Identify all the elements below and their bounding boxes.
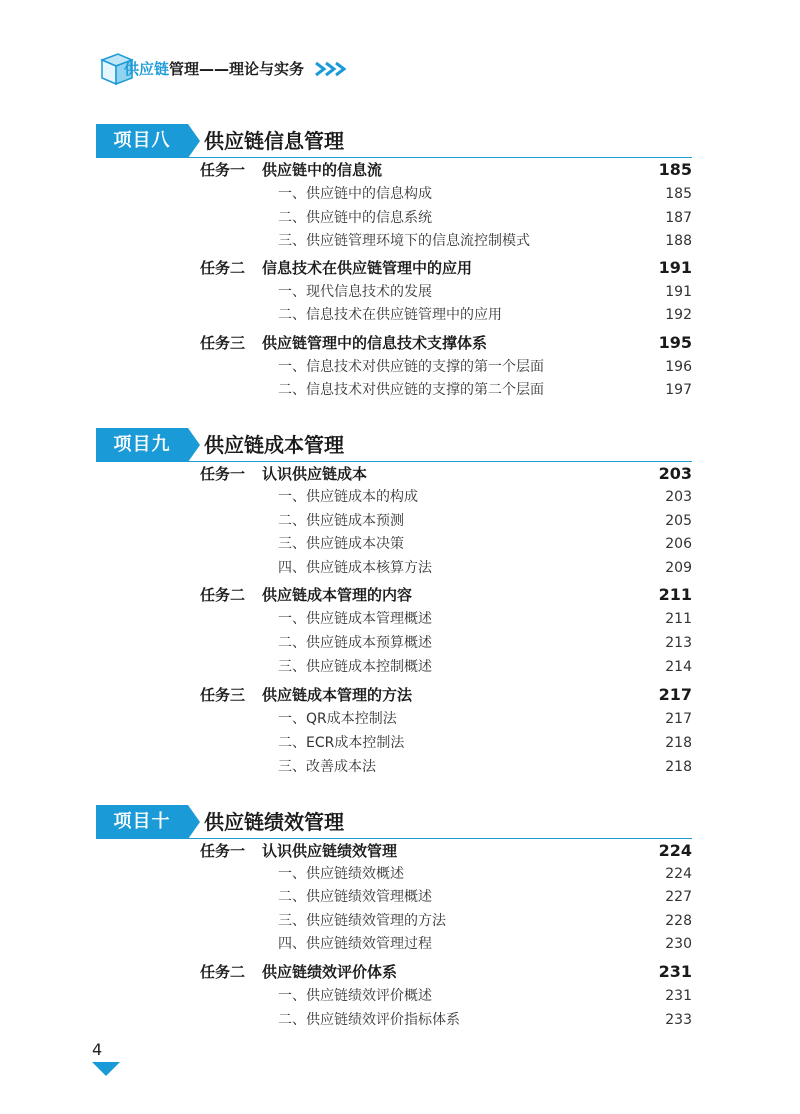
double-chevron-right-icon — [314, 61, 348, 77]
toc-item-row[interactable] — [200, 909, 692, 933]
toc-item-row[interactable] — [200, 229, 692, 253]
item-title: 二、供应链成本预测 — [278, 513, 404, 529]
toc-item-row[interactable] — [200, 862, 692, 886]
toc-item-row[interactable] — [200, 707, 692, 731]
toc-item-row[interactable] — [200, 532, 692, 556]
page-number: 211 — [665, 611, 692, 627]
toc-item-row[interactable] — [200, 984, 692, 1008]
task-title: 认识供应链成本 — [262, 465, 368, 483]
toc-item-row[interactable] — [200, 355, 692, 379]
running-header — [96, 48, 416, 88]
toc-item-row[interactable] — [200, 631, 692, 655]
item-title: 一、供应链中的信息构成 — [278, 186, 432, 202]
item-title: 一、QR成本控制法 — [278, 711, 397, 727]
toc-task-row[interactable] — [200, 158, 692, 182]
page-number: 230 — [665, 936, 692, 952]
toc-item-row[interactable] — [200, 885, 692, 909]
toc-task-row[interactable] — [200, 256, 692, 280]
item-title: 二、供应链绩效管理概述 — [278, 889, 432, 905]
task-title: 供应链成本管理的内容 — [262, 586, 413, 604]
toc-item-row[interactable] — [200, 731, 692, 755]
item-title: 二、供应链绩效评价指标体系 — [278, 1012, 460, 1028]
toc-item-row[interactable] — [200, 280, 692, 304]
task-title: 供应链中的信息流 — [262, 161, 383, 179]
page-number: 231 — [665, 988, 692, 1004]
section-heading — [96, 124, 692, 158]
header-title-accent: 供应链 — [124, 60, 170, 78]
page-number: 211 — [658, 585, 692, 604]
toc-item-row[interactable] — [200, 755, 692, 779]
page-number: 195 — [658, 333, 692, 352]
toc-item-row[interactable] — [200, 303, 692, 327]
toc-item-row[interactable] — [200, 182, 692, 206]
page-number: 206 — [665, 536, 692, 552]
page-number: 224 — [665, 866, 692, 882]
page-number: 233 — [665, 1012, 692, 1028]
task-label: 任务一 — [200, 465, 246, 483]
page-number: 187 — [665, 210, 692, 226]
page-number: 197 — [665, 382, 692, 398]
toc-item-row[interactable] — [200, 932, 692, 956]
page-number: 218 — [665, 735, 692, 751]
toc-task-row[interactable] — [200, 839, 692, 863]
page-number: 203 — [658, 464, 692, 483]
section-heading — [96, 805, 692, 839]
toc-task-row[interactable] — [200, 683, 692, 707]
page-number: 192 — [665, 307, 692, 323]
item-title: 二、信息技术对供应链的支撑的第二个层面 — [278, 382, 544, 398]
section-title: 供应链成本管理 — [204, 433, 344, 457]
toc-item-row[interactable] — [200, 509, 692, 533]
page-number: 227 — [665, 889, 692, 905]
page-number: 231 — [658, 962, 692, 981]
page-number: 228 — [665, 913, 692, 929]
task-title: 认识供应链绩效管理 — [262, 842, 398, 860]
page-number: 196 — [665, 359, 692, 375]
toc-item-row[interactable] — [200, 485, 692, 509]
item-title: 一、信息技术对供应链的支撑的第一个层面 — [278, 359, 544, 375]
item-title: 一、供应链成本管理概述 — [278, 611, 432, 627]
page-number: 205 — [665, 513, 692, 529]
page-number: 191 — [658, 258, 692, 277]
item-title: 二、供应链成本预算概述 — [278, 635, 432, 651]
page-number: 185 — [665, 186, 692, 202]
task-label: 任务三 — [200, 686, 246, 704]
toc-task-row[interactable] — [200, 462, 692, 486]
page-number: 217 — [665, 711, 692, 727]
toc-task-row[interactable] — [200, 960, 692, 984]
item-title: 三、改善成本法 — [278, 759, 376, 775]
badge-notch — [188, 428, 200, 462]
item-title: 二、供应链中的信息系统 — [278, 210, 432, 226]
section-badge: 项目八 — [96, 124, 188, 158]
page-number: 203 — [665, 489, 692, 505]
toc-item-row[interactable] — [200, 556, 692, 580]
section-title: 供应链绩效管理 — [204, 810, 344, 834]
section-badge: 项目十 — [96, 805, 188, 839]
task-label: 任务一 — [200, 842, 246, 860]
item-title: 二、信息技术在供应链管理中的应用 — [278, 307, 502, 323]
section-heading — [96, 428, 692, 462]
toc-item-row[interactable] — [200, 607, 692, 631]
item-title: 三、供应链绩效管理的方法 — [278, 913, 446, 929]
toc-item-row[interactable] — [200, 378, 692, 402]
page-number: 188 — [665, 233, 692, 249]
toc-item-row[interactable] — [200, 1008, 692, 1032]
page-number: 214 — [665, 659, 692, 675]
task-label: 任务三 — [200, 334, 246, 352]
badge-notch — [188, 805, 200, 839]
item-title: 四、供应链绩效管理过程 — [278, 936, 432, 952]
item-title: 一、供应链成本的构成 — [278, 489, 418, 505]
task-title: 供应链管理中的信息技术支撑体系 — [262, 334, 488, 352]
item-title: 一、供应链绩效评价概述 — [278, 988, 432, 1004]
task-title: 供应链绩效评价体系 — [262, 963, 398, 981]
page-number: 209 — [665, 560, 692, 576]
item-title: 二、ECR成本控制法 — [278, 735, 405, 751]
task-label: 任务二 — [200, 963, 246, 981]
header-title-rest: 管理——理论与实务 — [169, 60, 305, 78]
page-number: 224 — [658, 841, 692, 860]
page-number: 191 — [665, 284, 692, 300]
folio-page-number: 4 — [92, 1040, 103, 1059]
item-title: 三、供应链管理环境下的信息流控制模式 — [278, 233, 530, 249]
badge-notch — [188, 124, 200, 158]
item-title: 一、现代信息技术的发展 — [278, 284, 432, 300]
task-label: 任务二 — [200, 259, 246, 277]
item-title: 三、供应链成本控制概述 — [278, 659, 432, 675]
item-title: 一、供应链绩效概述 — [278, 866, 404, 882]
item-title: 四、供应链成本核算方法 — [278, 560, 432, 576]
page-number: 213 — [665, 635, 692, 651]
page-number: 217 — [658, 685, 692, 704]
page-number: 218 — [665, 759, 692, 775]
triangle-down-icon — [92, 1062, 120, 1076]
task-label: 任务一 — [200, 161, 246, 179]
task-title: 信息技术在供应链管理中的应用 — [262, 259, 473, 277]
item-title: 三、供应链成本决策 — [278, 536, 404, 552]
header-title — [124, 58, 304, 80]
toc-item-row[interactable] — [200, 206, 692, 230]
toc-task-row[interactable] — [200, 331, 692, 355]
section-badge: 项目九 — [96, 428, 188, 462]
task-title: 供应链成本管理的方法 — [262, 686, 413, 704]
toc-item-row[interactable] — [200, 655, 692, 679]
task-label: 任务二 — [200, 586, 246, 604]
toc-task-row[interactable] — [200, 583, 692, 607]
page-number: 185 — [658, 160, 692, 179]
section-title: 供应链信息管理 — [204, 129, 344, 153]
